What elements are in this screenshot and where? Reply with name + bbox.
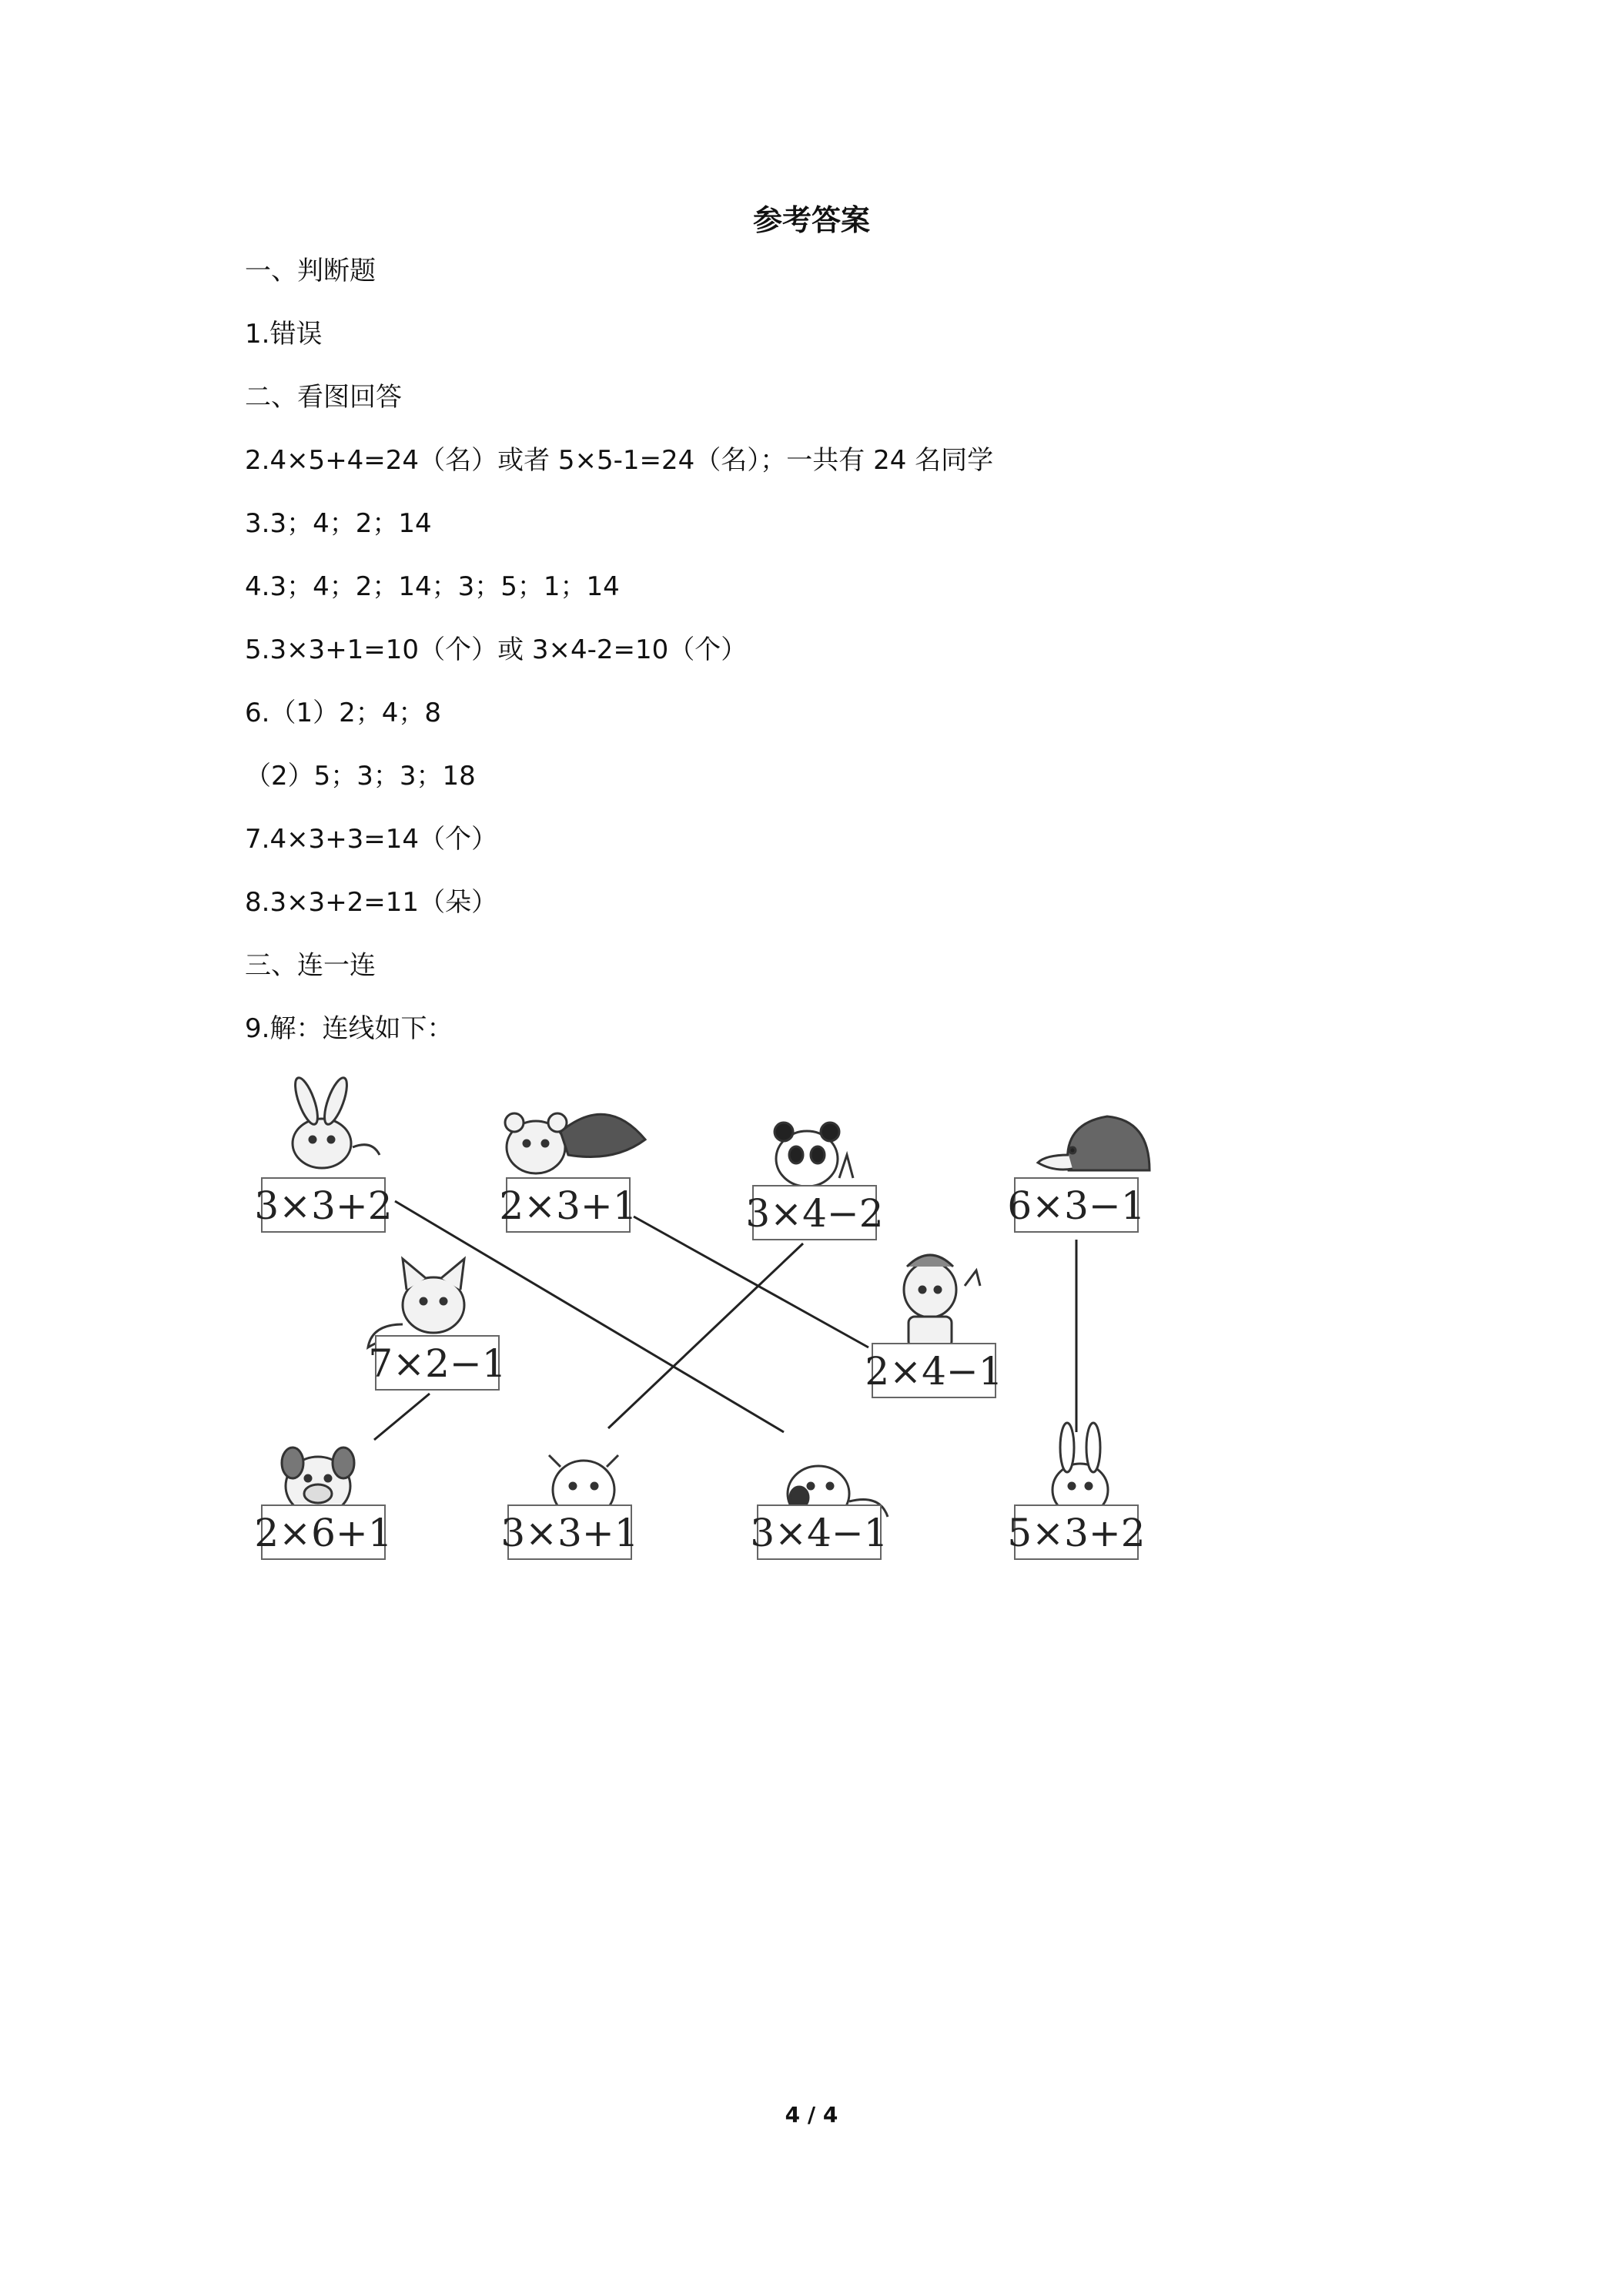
- answer-7: 7.4×3+3=14（个）: [245, 824, 498, 855]
- section-heading-judgement: 一、判断题: [245, 256, 376, 286]
- expression-card-c9: [750, 1505, 888, 1559]
- panda-illustration: [775, 1123, 853, 1186]
- card-expression: 3×4−2: [745, 1191, 884, 1236]
- page-title: 参考答案: [752, 203, 870, 237]
- expression-card-c10: [1007, 1505, 1145, 1559]
- expression-card-c6: [865, 1344, 1002, 1397]
- answer-3: 3.3；4；2；14: [245, 508, 432, 539]
- rabbit-illustration: [291, 1076, 380, 1168]
- card-expression: 5×3+2: [1007, 1511, 1146, 1555]
- expression-card-c2: [499, 1178, 637, 1232]
- page-number: 4 / 4: [785, 2102, 838, 2127]
- fox-illustration: [368, 1259, 464, 1347]
- expression-card-c8: [500, 1505, 638, 1559]
- connection-line-c5-c7: [374, 1394, 430, 1440]
- card-expression: 3×4−1: [750, 1511, 888, 1555]
- card-expression: 7×2−1: [368, 1341, 507, 1386]
- monkey-illustration: [904, 1255, 980, 1347]
- answer-4: 4.3；4；2；14；3；5；1；14: [245, 571, 620, 602]
- card-expression: 2×6+1: [254, 1511, 393, 1555]
- section-heading-picture: 二、看图回答: [245, 382, 402, 413]
- expression-card-c1: [254, 1178, 392, 1232]
- card-expression: 3×3+2: [254, 1183, 393, 1228]
- answer-1: 1.错误: [245, 319, 323, 350]
- card-expression: 3×3+1: [500, 1511, 639, 1555]
- card-expression: 2×3+1: [499, 1183, 637, 1228]
- answer-8: 8.3×3+2=11（朵）: [245, 887, 498, 918]
- connection-line-c3-c8: [608, 1243, 803, 1428]
- answer-6-part-2: （2）5；3；3；18: [245, 761, 476, 792]
- expression-cards: [254, 1178, 1145, 1559]
- matching-figure: [245, 1070, 1169, 1563]
- connection-lines: [374, 1201, 1076, 1440]
- bear-illustration: [505, 1113, 645, 1173]
- card-expression: 2×4−1: [865, 1349, 1003, 1394]
- expression-card-c4: [1007, 1178, 1145, 1232]
- card-expression: 6×3−1: [1007, 1183, 1146, 1228]
- hedgehog-illustration: [1038, 1116, 1149, 1170]
- answer-6-part-1: 6.（1）2；4；8: [245, 698, 441, 728]
- expression-card-c3: [745, 1186, 883, 1240]
- expression-card-c5: [368, 1336, 506, 1390]
- answer-5: 5.3×3+1=10（个）或 3×4-2=10（个）: [245, 634, 748, 665]
- section-heading-matching: 三、连一连: [245, 950, 376, 981]
- bunny-illustration: [1052, 1423, 1108, 1516]
- answer-2: 2.4×5+4=24（名）或者 5×5-1=24（名）；一共有 24 名同学: [245, 445, 994, 476]
- expression-card-c7: [254, 1505, 392, 1559]
- answer-9: 9.解：连线如下：: [245, 1013, 453, 1044]
